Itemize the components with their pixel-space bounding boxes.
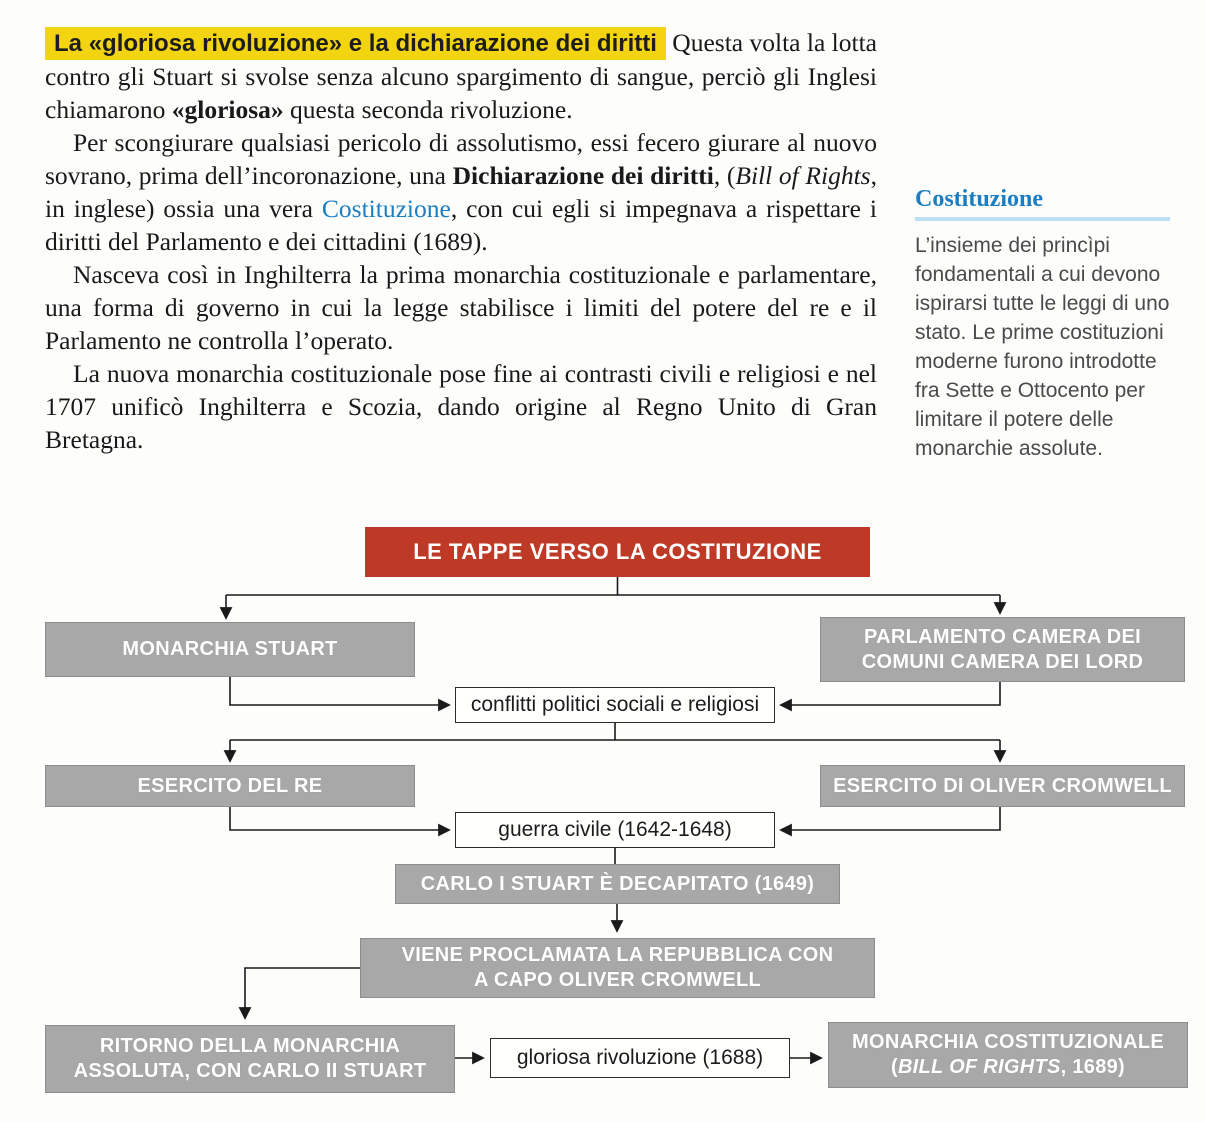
- node-repubblica-line2: A CAPO OLIVER CROMWELL: [474, 969, 761, 991]
- node-guerra-civile: guerra civile (1642-1648): [455, 812, 775, 848]
- node-conflitti: conflitti politici sociali e religiosi: [455, 687, 775, 723]
- node-ritorno-line2: ASSOLUTA, CON CARLO II STUART: [73, 1060, 427, 1082]
- article-paragraph-2: Per scongiurare qualsiasi pericolo di assolutismo, essi fecero giurare al nuovo sovrano, prima dell’incoronazione, una Dichiarazione dei diritti, (Bill of Rights, in inglese) ossia una vera Costituzione, con cui egli si impegnava a rispettare i diritti del Parlamento e dei cittadini (1689).: [45, 128, 877, 256]
- node-ritorno-line1: RITORNO DELLA MONARCHIA: [99, 1035, 401, 1057]
- article-paragraph-4: La nuova monarchia costituzionale pose fine ai contrasti civili e religiosi e nel 1707 unificò Inghilterra e Scozia, dando origine al Regno Unito di Gran Bretagna.: [45, 359, 877, 454]
- node-ritorno-monarchia: [45, 1025, 455, 1093]
- node-monarchia-costituzionale: [828, 1022, 1188, 1088]
- node-monarchia-stuart: MONARCHIA STUART: [45, 622, 415, 677]
- node-monarchia-cost-line2: (BILL OF RIGHTS, 1689): [890, 1056, 1126, 1078]
- sidebar-definition-text: L’insieme dei princìpi fondamentali a cui devono ispirarsi tutte le leggi di uno stato. Le prime costituzioni moderne furono introdotte fra Sette e Ottocento per limitare il potere delle monarchie assolute.: [915, 234, 1170, 460]
- node-esercito-cromwell: ESERCITO DI OLIVER CROMWELL: [820, 765, 1185, 807]
- node-repubblica-cromwell: [360, 938, 875, 998]
- node-esercito-re: ESERCITO DEL RE: [45, 765, 415, 807]
- section-heading: La «gloriosa rivoluzione» e la dichiarazione dei diritti: [45, 27, 666, 60]
- node-gloriosa-rivoluzione: gloriosa rivoluzione (1688): [490, 1038, 790, 1078]
- node-parlamento-line2: COMUNI CAMERA DEI LORD: [861, 650, 1144, 673]
- node-parlamento-line1: PARLAMENTO CAMERA DEI: [863, 625, 1142, 648]
- node-parlamento: [820, 617, 1185, 682]
- node-repubblica-line1: VIENE PROCLAMATA LA REPUBBLICA CON: [401, 944, 834, 966]
- node-carlo-decapitato: CARLO I STUART È DECAPITATO (1649): [395, 864, 840, 904]
- node-monarchia-cost-line1: MONARCHIA COSTITUZIONALE: [852, 1031, 1164, 1053]
- article-paragraph-3: Nasceva così in Inghilterra la prima monarchia costituzionale e parlamentare, una forma di governo in cui la legge stabilisce i limiti del potere del re e il Parlamento ne controlla l’operato.: [45, 260, 877, 355]
- flowchart-title: LE TAPPE VERSO LA COSTITUZIONE: [365, 527, 870, 577]
- paragraph-1-body: Questa volta la lotta contro gli Stuart si svolse senza alcuno spargimento di sangue, perciò gli Inglesi chiamarono «gloriosa» questa seconda rivoluzione.: [45, 28, 878, 124]
- sidebar-title: Costituzione: [915, 186, 1043, 212]
